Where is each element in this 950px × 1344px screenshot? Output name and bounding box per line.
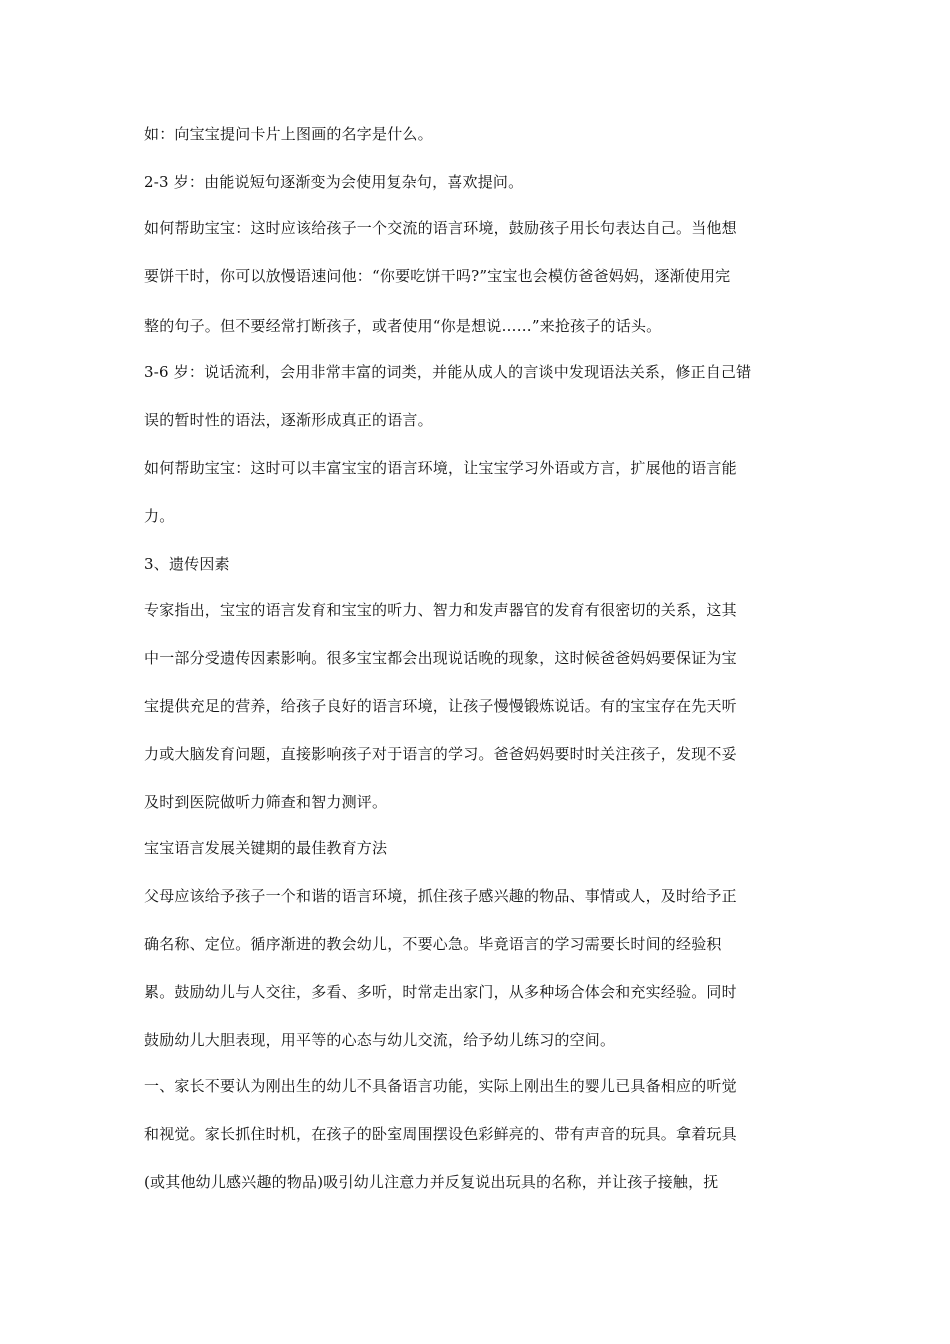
text-line: 父母应该给予孩子一个和谐的语言环境，抓住孩子感兴趣的物品、事情或人，及时给予正	[144, 887, 737, 905]
text-line: 及时到医院做听力筛查和智力测评。	[144, 793, 388, 811]
text-line: 整的句子。但不要经常打断孩子，或者使用“你是想说……”来抢孩子的话头。	[144, 317, 662, 335]
text-line: 力或大脑发育问题，直接影响孩子对于语言的学习。爸爸妈妈要时时关注孩子，发现不妥	[144, 745, 737, 763]
text-line: 2-3 岁：由能说短句逐渐变为会使用复杂句，喜欢提问。	[144, 173, 524, 191]
text-line: 累。鼓励幼儿与人交往，多看、多听，时常走出家门，从多种场合体会和充实经验。同时	[144, 983, 737, 1001]
text-line: 宝提供充足的营养，给孩子良好的语言环境，让孩子慢慢锻炼说话。有的宝宝存在先天听	[144, 697, 737, 715]
section-heading: 宝宝语言发展关键期的最佳教育方法	[144, 839, 388, 857]
text-line: (或其他幼儿感兴趣的物品)吸引幼儿注意力并反复说出玩具的名称，并让孩子接触，抚	[144, 1173, 719, 1191]
text-line: 要饼干时，你可以放慢语速问他：“你要吃饼干吗?”宝宝也会模仿爸爸妈妈，逐渐使用完	[144, 267, 731, 285]
text-line: 中一部分受遗传因素影响。很多宝宝都会出现说话晚的现象，这时候爸爸妈妈要保证为宝	[144, 649, 737, 667]
text-line: 如何帮助宝宝：这时应该给孩子一个交流的语言环境，鼓励孩子用长句表达自己。当他想	[144, 219, 737, 237]
text-line: 确名称、定位。循序渐进的教会幼儿，不要心急。毕竟语言的学习需要长时间的经验积	[144, 935, 722, 953]
text-line: 3-6 岁：说话流利，会用非常丰富的词类，并能从成人的言谈中发现语法关系，修正自己错	[144, 363, 752, 381]
text-line: 一、家长不要认为刚出生的幼儿不具备语言功能，实际上刚出生的婴儿已具备相应的听觉	[144, 1077, 737, 1095]
text-line: 误的暂时性的语法，逐渐形成真正的语言。	[144, 411, 433, 429]
text-line: 力。	[144, 507, 175, 525]
text-line: 鼓励幼儿大胆表现，用平等的心态与幼儿交流，给予幼儿练习的空间。	[144, 1031, 616, 1049]
section-heading: 3、遗传因素	[144, 555, 230, 573]
text-line: 如何帮助宝宝：这时可以丰富宝宝的语言环境，让宝宝学习外语或方言，扩展他的语言能	[144, 459, 737, 477]
text-line: 专家指出，宝宝的语言发育和宝宝的听力、智力和发声器官的发育有很密切的关系，这其	[144, 601, 737, 619]
text-line: 和视觉。家长抓住时机，在孩子的卧室周围摆设色彩鲜亮的、带有声音的玩具。拿着玩具	[144, 1125, 737, 1143]
text-line: 如：向宝宝提问卡片上图画的名字是什么。	[144, 125, 433, 143]
